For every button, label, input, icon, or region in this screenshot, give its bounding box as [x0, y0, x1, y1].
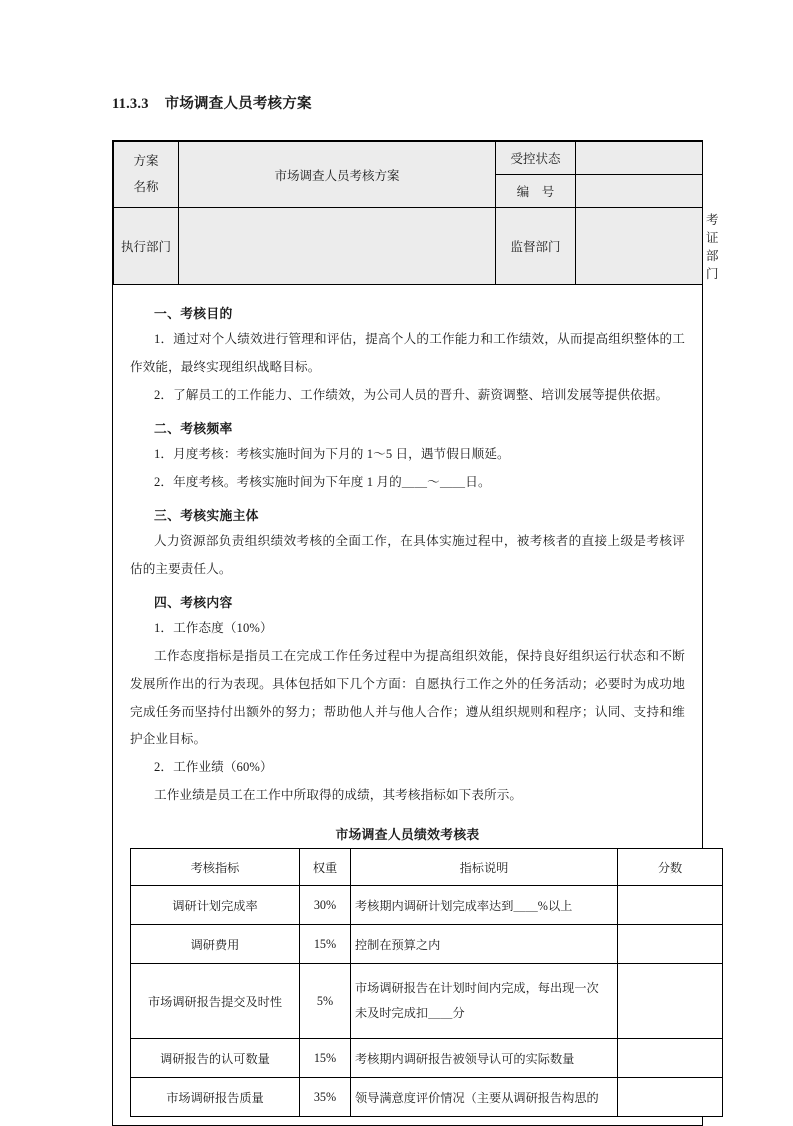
row-score[interactable] [618, 1039, 723, 1078]
row-index: 调研计划完成率 [131, 886, 300, 925]
row-weight: 30% [300, 886, 351, 925]
section-2-paragraph-2: 2．年度考核。考核实施时间为下年度 1 月的＿＿～＿＿日。 [154, 474, 491, 489]
section-4-paragraph-3: 2．工作业绩（60%） [154, 760, 273, 775]
row-description [351, 964, 618, 1039]
table-row [131, 964, 723, 1039]
exec-dept-value[interactable] [179, 208, 496, 285]
section-2-paragraph-1: 1．月度考核：考核实施时间为下月的 1～5 日，遇节假日顺延。 [154, 446, 510, 461]
section-3-title: 三、考核实施主体 [154, 508, 259, 523]
plan-name-label-line2: 名称 [133, 179, 159, 194]
plan-name-value: 市场调查人员考核方案 [179, 142, 496, 208]
row-weight: 15% [300, 925, 351, 964]
table-row [131, 886, 723, 925]
document-frame [112, 140, 719, 1126]
row-score[interactable] [618, 964, 723, 1039]
table-row [131, 925, 723, 964]
plan-info-table [113, 141, 719, 285]
row-weight: 5% [300, 964, 351, 1039]
heading-text: 市场调查人员考核方案 [164, 96, 312, 112]
performance-table-title: 市场调查人员绩效考核表 [335, 828, 480, 843]
header-index: 考核指标 [131, 849, 300, 886]
row-index: 调研费用 [131, 925, 300, 964]
header-score: 分数 [618, 849, 723, 886]
number-label: 编 号 [496, 175, 576, 208]
plan-name-label-line1: 方案 [133, 153, 159, 168]
row-index: 调研报告的认可数量 [131, 1039, 300, 1078]
section-3-paragraph-1: 人力资源部负责组织绩效考核的全面工作，在具体实施过程中，被考核者的直接上级是考核评估的主要责任人。 [130, 533, 685, 576]
header-description: 指标说明 [351, 849, 618, 886]
heading-number: 11.3.3 [112, 96, 149, 112]
row-description: 考核期内调研报告被领导认可的实际数量 [351, 1039, 618, 1078]
plan-name-label [114, 142, 179, 208]
row-description: 控制在预算之内 [351, 925, 618, 964]
section-1-paragraph-2: 2．了解员工的工作能力、工作绩效，为公司人员的晋升、薪资调整、培训发展等提供依据。 [154, 387, 669, 402]
info-row-3: 执行部门 监督部门 考证部门 [114, 208, 703, 285]
section-1-paragraph-1: 1．通过对个人绩效进行管理和评估，提高个人的工作能力和工作绩效，从而提高组织整体的工作效能，最终实现组织战略目标。 [130, 332, 685, 374]
section-4-paragraph-2: 工作态度指标是指员工在完成工作任务过程中为提高组织效能，保持良好组织运行状态和不断发展所作出的行为表现。具体包括如下几个方面：自愿执行工作之外的任务活动；必要时为成功地完成任务而坚持付出额外的努力；帮助他人并与他人合作；遵从组织规则和程序；认同、支持和维护企业目标。 [130, 648, 685, 747]
row-score[interactable] [618, 1078, 723, 1117]
header-weight: 权重 [300, 849, 351, 886]
row-index: 市场调研报告质量 [131, 1078, 300, 1117]
section-2-title: 二、考核频率 [154, 421, 233, 436]
supervise-dept-value[interactable] [576, 208, 703, 285]
row-description: 考核期内调研计划完成率达到＿＿%以上 [351, 886, 618, 925]
table-row [131, 1078, 723, 1117]
info-row-1 [114, 142, 703, 175]
document-body [113, 285, 702, 1125]
controlled-status-value[interactable] [576, 142, 703, 175]
exec-dept-label: 执行部门 [114, 208, 179, 285]
performance-table [130, 848, 723, 1117]
row-weight: 35% [300, 1078, 351, 1117]
table-row [131, 1039, 723, 1078]
row-index: 市场调研报告提交及时性 [131, 964, 300, 1039]
row-score[interactable] [618, 886, 723, 925]
section-4-paragraph-4: 工作业绩是员工在工作中所取得的成绩，其考核指标如下表所示。 [154, 788, 523, 803]
controlled-status-label: 受控状态 [496, 142, 576, 175]
row-description-line-2: 未及时完成扣＿＿分 [355, 1006, 465, 1021]
row-description-line-1: 市场调研报告在计划时间内完成，每出现一次 [355, 980, 599, 995]
number-value[interactable] [576, 175, 703, 208]
section-4-title: 四、考核内容 [154, 595, 233, 610]
page-title [112, 92, 312, 113]
section-4-paragraph-1: 1．工作态度（10%） [154, 620, 273, 635]
section-1-title: 一、考核目的 [154, 307, 233, 321]
performance-table-header-row [131, 849, 723, 886]
row-score[interactable] [618, 925, 723, 964]
row-weight: 15% [300, 1039, 351, 1078]
supervise-dept-label: 监督部门 [496, 208, 576, 285]
row-description: 领导满意度评价情况（主要从调研报告构思的 [351, 1078, 618, 1117]
